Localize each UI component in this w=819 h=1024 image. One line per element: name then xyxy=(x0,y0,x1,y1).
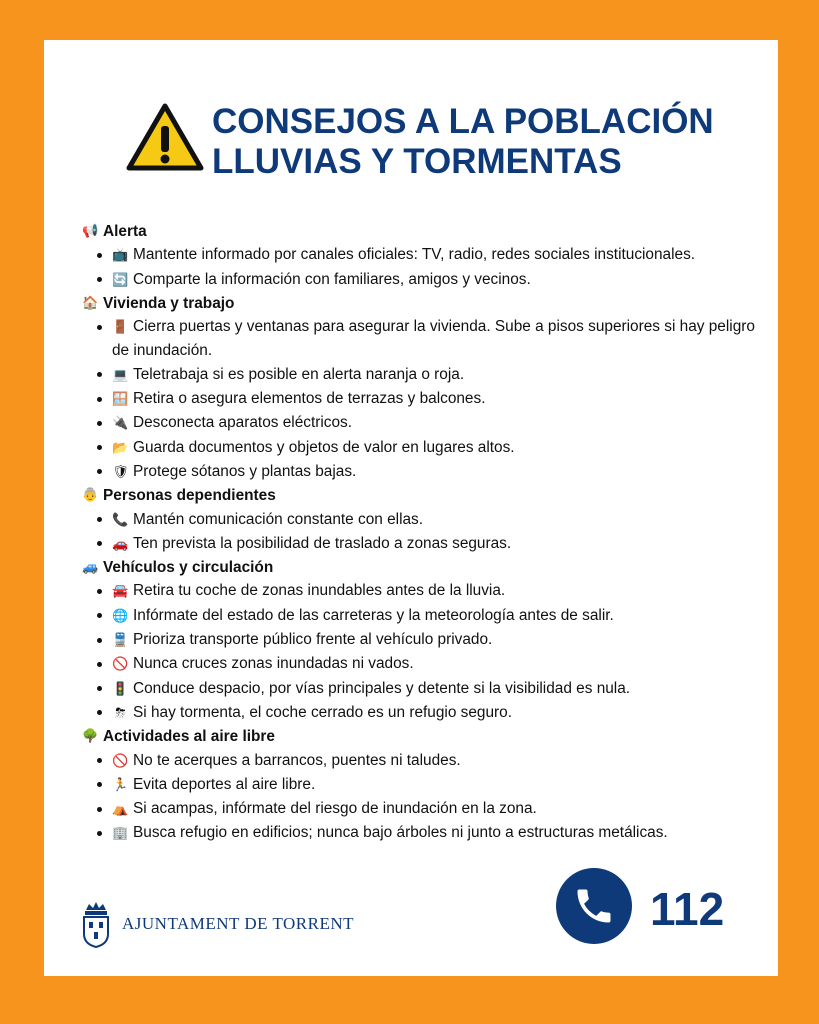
laptop-icon: 💻 xyxy=(112,367,129,383)
item-text: Retira o asegura elementos de terrazas y balcones. xyxy=(133,390,486,408)
section-heading xyxy=(82,484,762,507)
megaphone-icon: 📢 xyxy=(82,224,99,240)
item-text: Teletrabaja si es posible en alerta naranja o roja. xyxy=(133,365,465,383)
prohibited-icon: 🚫 xyxy=(112,753,129,769)
folder-icon: 📂 xyxy=(112,440,129,456)
item-text: Prioriza transporte público frente al vehículo privado. xyxy=(133,631,493,649)
list-item xyxy=(82,268,762,292)
section-title: Actividades al aire libre xyxy=(103,727,275,745)
section-heading xyxy=(82,556,762,579)
list-item xyxy=(82,243,762,267)
suv-icon: 🚙 xyxy=(82,560,99,576)
list-item xyxy=(82,701,762,725)
list-item xyxy=(82,628,762,652)
building-icon: 🏢 xyxy=(112,826,129,842)
list-item xyxy=(82,652,762,676)
item-text: No te acerques a barrancos, puentes ni taludes. xyxy=(133,751,461,769)
storm-icon: ⛈ xyxy=(115,705,126,721)
item-text: Evita deportes al aire libre. xyxy=(133,775,316,793)
item-text: Retira tu coche de zonas inundables antes de la lluvia. xyxy=(133,582,506,600)
globe-icon: 🌐 xyxy=(112,608,129,624)
section-title: Personas dependientes xyxy=(103,486,276,504)
item-text: Desconecta aparatos eléctricos. xyxy=(133,414,353,432)
poster-card xyxy=(44,40,778,976)
phone-icon xyxy=(572,884,616,928)
phone-badge xyxy=(556,868,632,944)
tv-icon: 📺 xyxy=(112,248,129,264)
item-text: Si hay tormenta, el coche cerrado es un refugio seguro. xyxy=(133,703,512,721)
list-item xyxy=(82,579,762,603)
item-text: Mantén comunicación constante con ellas. xyxy=(133,510,424,528)
ajuntament-logo xyxy=(80,900,354,948)
title-line-2: LLUVIAS Y TORMENTAS xyxy=(212,142,622,181)
title-line-1: CONSEJOS A LA POBLACIÓN xyxy=(212,102,714,141)
item-text: Comparte la información con familiares, amigos y vecinos. xyxy=(133,270,531,288)
section-title: Vehículos y circulación xyxy=(103,558,274,576)
item-text: Busca refugio en edificios; nunca bajo árboles ni junto a estructuras metálicas. xyxy=(133,824,668,842)
item-text: Protege sótanos y plantas bajas. xyxy=(133,462,357,480)
item-text: Conduce despacio, por vías principales y detente si la visibilidad es nula. xyxy=(133,679,631,697)
car-front-icon: 🚘 xyxy=(112,584,129,600)
item-text: Si acampas, infórmate del riesgo de inundación en la zona. xyxy=(133,800,537,818)
window-icon: 🪟 xyxy=(112,392,129,408)
section-items xyxy=(82,243,762,292)
item-text: Guarda documentos y objetos de valor en lugares altos. xyxy=(133,438,515,456)
shield-icon: 🛡 xyxy=(112,464,129,480)
section xyxy=(82,292,762,484)
section xyxy=(82,556,762,725)
section xyxy=(82,725,762,845)
logo-text: AJUNTAMENT DE TORRENT xyxy=(122,914,355,933)
tent-icon: ⛺ xyxy=(112,802,129,818)
section xyxy=(82,220,762,292)
section-heading xyxy=(82,725,762,748)
emergency-number: 112 xyxy=(650,883,725,935)
prohibited-icon: 🚫 xyxy=(112,657,129,673)
section-title: Vivienda y trabajo xyxy=(103,294,235,312)
house-icon: 🏠 xyxy=(82,296,99,312)
list-item xyxy=(82,411,762,435)
list-item xyxy=(82,797,762,821)
item-text: Mantente informado por canales oficiales: TV, radio, redes sociales institucionales. xyxy=(133,246,696,264)
list-item xyxy=(82,363,762,387)
list-item xyxy=(82,460,762,484)
list-item xyxy=(82,677,762,701)
plug-icon: 🔌 xyxy=(112,416,129,432)
warning-icon xyxy=(126,102,204,172)
telephone-icon: 📞 xyxy=(112,512,129,528)
advice-list xyxy=(82,220,762,846)
list-item xyxy=(82,315,762,363)
section-heading xyxy=(82,292,762,315)
item-text: Infórmate del estado de las carreteras y la meteorología antes de salir. xyxy=(133,606,614,624)
door-icon: 🚪 xyxy=(112,320,129,336)
tree-icon: 🌳 xyxy=(82,729,99,745)
item-text: Nunca cruces zonas inundadas ni vados. xyxy=(133,655,414,673)
item-text: Ten prevista la posibilidad de traslado a zonas seguras. xyxy=(133,534,512,552)
list-item xyxy=(82,604,762,628)
coat-of-arms-icon xyxy=(80,900,112,948)
section-heading xyxy=(82,220,762,243)
page-title xyxy=(212,102,732,182)
list-item xyxy=(82,532,762,556)
traffic-light-icon: 🚦 xyxy=(112,681,129,697)
section-items xyxy=(82,315,762,484)
section-items xyxy=(82,508,762,557)
elderly-person-icon: 👵 xyxy=(82,488,99,504)
list-item xyxy=(82,773,762,797)
list-item xyxy=(82,508,762,532)
train-icon: 🚆 xyxy=(112,633,129,649)
section-items xyxy=(82,749,762,846)
share-arrows-icon: 🔄 xyxy=(112,272,129,288)
running-person-icon: 🏃 xyxy=(112,777,129,793)
section xyxy=(82,484,762,556)
item-text: Cierra puertas y ventanas para asegurar la vivienda. Sube a pisos superiores si hay peligro de inundación. xyxy=(112,318,755,360)
list-item xyxy=(82,749,762,773)
list-item xyxy=(82,387,762,411)
section-title: Alerta xyxy=(103,222,147,240)
section-items xyxy=(82,579,762,725)
car-icon: 🚗 xyxy=(112,536,129,552)
list-item xyxy=(82,821,762,845)
list-item xyxy=(82,436,762,460)
